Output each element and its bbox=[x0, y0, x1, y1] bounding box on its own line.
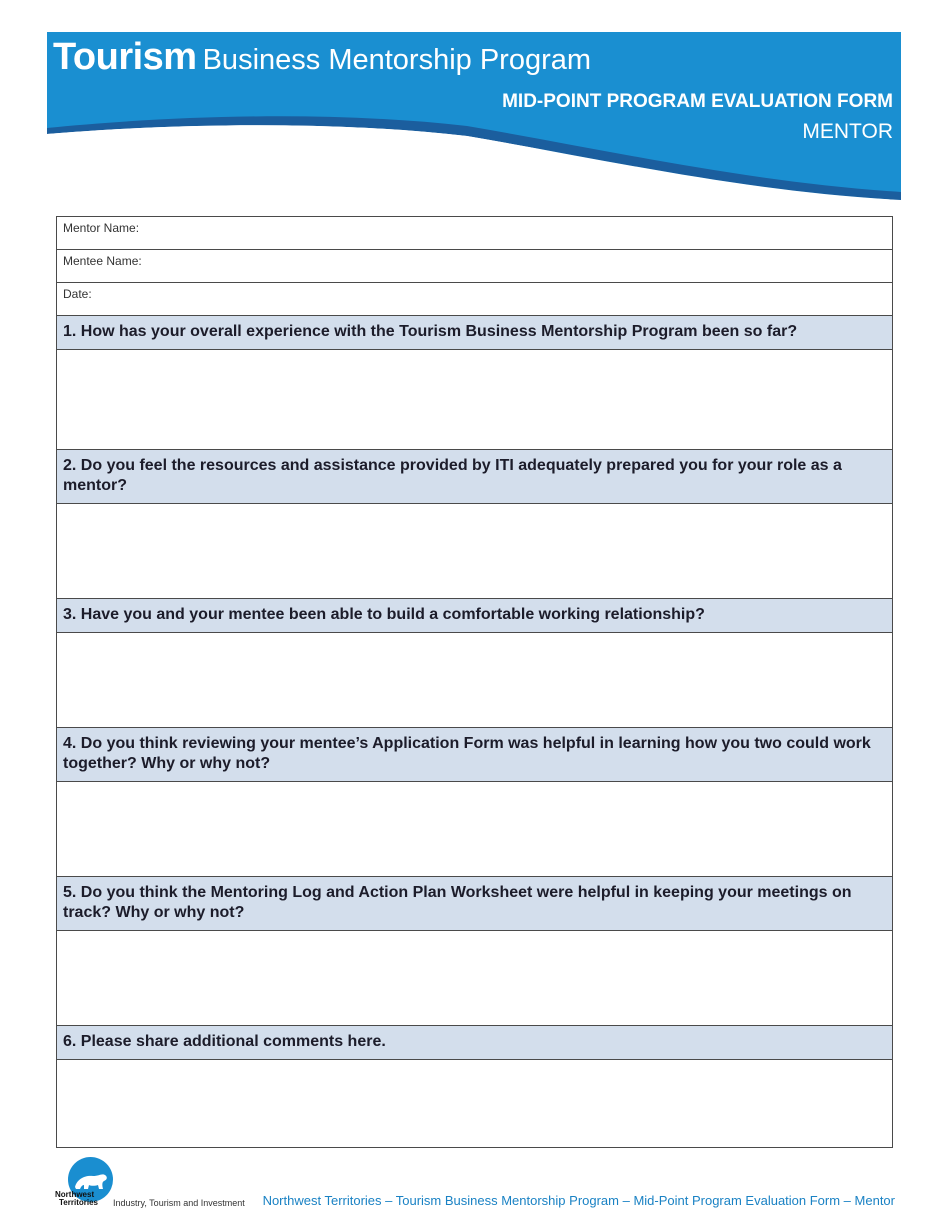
form-role: MENTOR bbox=[802, 120, 893, 143]
evaluation-form bbox=[56, 216, 893, 1148]
brand-light-text: Business Mentorship Program bbox=[202, 44, 592, 76]
answer-box-3[interactable] bbox=[57, 633, 892, 728]
brand-bold-text: Tourism bbox=[53, 36, 197, 78]
logo-wordmark bbox=[55, 1191, 98, 1207]
date-label: Date: bbox=[63, 287, 92, 301]
question-5: 5. Do you think the Mentoring Log and Action Plan Worksheet were helpful in keeping your meetings on track? Why or why not? bbox=[57, 877, 892, 931]
answer-box-4[interactable] bbox=[57, 782, 892, 877]
answer-box-5[interactable] bbox=[57, 931, 892, 1026]
question-2: 2. Do you feel the resources and assistance provided by ITI adequately prepared you for your role as a mentor? bbox=[57, 450, 892, 504]
department-name: Industry, Tourism and Investment bbox=[113, 1198, 245, 1208]
answer-box-2[interactable] bbox=[57, 504, 892, 599]
question-1: 1. How has your overall experience with the Tourism Business Mentorship Program been so far? bbox=[57, 316, 892, 350]
answer-box-6[interactable] bbox=[57, 1060, 892, 1147]
mentor-name-field[interactable] bbox=[57, 217, 892, 250]
question-4: 4. Do you think reviewing your mentee’s Application Form was helpful in learning how you two could work together? Why or why not? bbox=[57, 728, 892, 782]
mentee-name-label: Mentee Name: bbox=[63, 254, 142, 268]
date-field[interactable] bbox=[57, 283, 892, 316]
form-title: MID-POINT PROGRAM EVALUATION FORM bbox=[502, 91, 893, 112]
footer bbox=[55, 1155, 895, 1215]
program-title bbox=[53, 36, 591, 79]
logo-line-1: Northwest bbox=[55, 1190, 95, 1199]
answer-box-1[interactable] bbox=[57, 350, 892, 450]
mentor-name-label: Mentor Name: bbox=[63, 221, 140, 235]
logo-line-2: Territories bbox=[59, 1198, 98, 1207]
question-6: 6. Please share additional comments here. bbox=[57, 1026, 892, 1060]
question-3: 3. Have you and your mentee been able to build a comfortable working relationship? bbox=[57, 599, 892, 633]
mentee-name-field[interactable] bbox=[57, 250, 892, 283]
footer-caption: Northwest Territories – Tourism Business Mentorship Program – Mid-Point Program Evaluation Form – Mentor bbox=[262, 1193, 895, 1208]
